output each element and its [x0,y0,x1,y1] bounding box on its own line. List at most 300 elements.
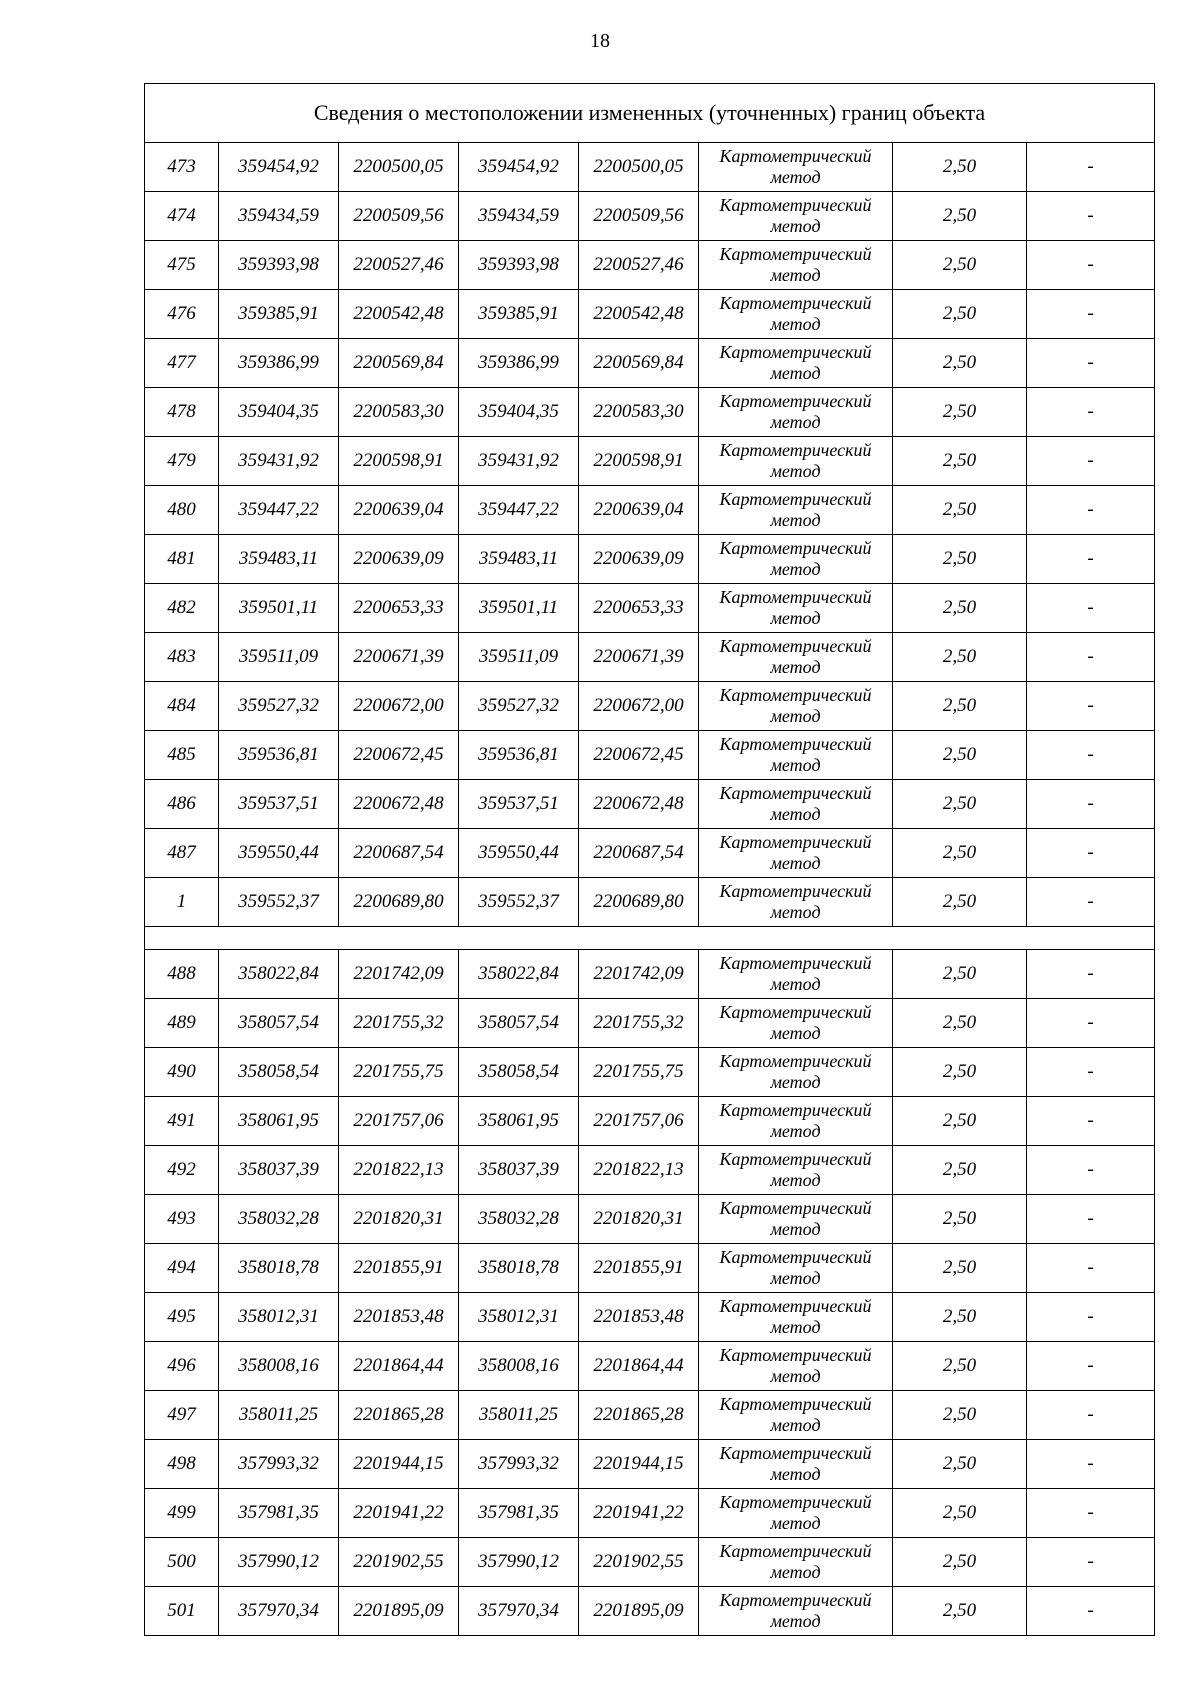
new-y-cell: 2200583,30 [579,388,699,437]
description-cell: - [1027,339,1155,388]
method-cell [699,1097,893,1146]
accuracy-cell: 2,50 [893,950,1027,999]
existing-x-cell: 359483,11 [219,535,339,584]
description-cell: - [1027,1097,1155,1146]
description-cell: - [1027,1391,1155,1440]
existing-x-cell: 359385,91 [219,290,339,339]
point-number-cell: 475 [145,241,219,290]
table-row [145,780,1155,829]
point-number-cell: 481 [145,535,219,584]
point-number-cell: 484 [145,682,219,731]
accuracy-cell: 2,50 [893,682,1027,731]
existing-x-cell: 359511,09 [219,633,339,682]
existing-x-cell: 357981,35 [219,1489,339,1538]
new-y-cell: 2200671,39 [579,633,699,682]
new-y-cell: 2200672,48 [579,780,699,829]
description-cell: - [1027,1342,1155,1391]
new-x-cell: 359536,81 [459,731,579,780]
existing-y-cell: 2200687,54 [339,829,459,878]
method-word: метод [770,706,821,726]
accuracy-cell: 2,50 [893,584,1027,633]
existing-y-cell: 2200542,48 [339,290,459,339]
existing-x-cell: 358011,25 [219,1391,339,1440]
method-word: Картометрический [719,293,872,313]
new-x-cell: 359511,09 [459,633,579,682]
existing-y-cell: 2200689,80 [339,878,459,927]
accuracy-cell: 2,50 [893,437,1027,486]
method-word: Картометрический [719,538,872,558]
new-x-cell: 357990,12 [459,1538,579,1587]
accuracy-cell: 2,50 [893,1440,1027,1489]
method-word: метод [770,412,821,432]
point-number-cell: 482 [145,584,219,633]
existing-x-cell: 359550,44 [219,829,339,878]
point-number-cell: 477 [145,339,219,388]
table-row [145,192,1155,241]
new-y-cell: 2200672,00 [579,682,699,731]
method-word: метод [770,608,821,628]
new-x-cell: 358022,84 [459,950,579,999]
point-number-cell: 485 [145,731,219,780]
accuracy-cell: 2,50 [893,1293,1027,1342]
boundary-coordinates-table [144,83,1155,1636]
description-cell: - [1027,1195,1155,1244]
point-number-cell: 498 [145,1440,219,1489]
method-word: метод [770,804,821,824]
table-row [145,1244,1155,1293]
method-word: Картометрический [719,881,872,901]
description-cell: - [1027,535,1155,584]
method-word: Картометрический [719,244,872,264]
existing-y-cell: 2200500,05 [339,143,459,192]
new-x-cell: 359447,22 [459,486,579,535]
existing-x-cell: 359431,92 [219,437,339,486]
new-y-cell: 2200639,09 [579,535,699,584]
description-cell: - [1027,1538,1155,1587]
method-cell [699,486,893,535]
description-cell: - [1027,633,1155,682]
new-x-cell: 359550,44 [459,829,579,878]
new-x-cell: 359393,98 [459,241,579,290]
method-cell [699,1391,893,1440]
existing-y-cell: 2201742,09 [339,950,459,999]
group-separator-row [145,927,1155,950]
existing-y-cell: 2201895,09 [339,1587,459,1636]
existing-y-cell: 2200672,48 [339,780,459,829]
new-x-cell: 359385,91 [459,290,579,339]
new-x-cell: 358012,31 [459,1293,579,1342]
method-word: метод [770,461,821,481]
new-y-cell: 2200509,56 [579,192,699,241]
new-y-cell: 2201902,55 [579,1538,699,1587]
accuracy-cell: 2,50 [893,633,1027,682]
method-cell [699,1440,893,1489]
table-row [145,1048,1155,1097]
method-word: Картометрический [719,1492,872,1512]
page-number: 18 [590,30,610,52]
description-cell: - [1027,584,1155,633]
new-x-cell: 358061,95 [459,1097,579,1146]
method-word: Картометрический [719,1149,872,1169]
table-row [145,999,1155,1048]
description-cell: - [1027,829,1155,878]
method-word: Картометрический [719,734,872,754]
new-x-cell: 359483,11 [459,535,579,584]
new-y-cell: 2200653,33 [579,584,699,633]
method-word: Картометрический [719,685,872,705]
method-cell [699,388,893,437]
method-word: метод [770,265,821,285]
method-cell [699,1538,893,1587]
method-word: метод [770,1415,821,1435]
table-row [145,1342,1155,1391]
accuracy-cell: 2,50 [893,192,1027,241]
new-y-cell: 2201742,09 [579,950,699,999]
existing-y-cell: 2201865,28 [339,1391,459,1440]
method-cell [699,437,893,486]
description-cell: - [1027,878,1155,927]
existing-y-cell: 2201941,22 [339,1489,459,1538]
table-row [145,1195,1155,1244]
point-number-cell: 494 [145,1244,219,1293]
new-x-cell: 359434,59 [459,192,579,241]
existing-y-cell: 2200671,39 [339,633,459,682]
existing-y-cell: 2201944,15 [339,1440,459,1489]
new-y-cell: 2200687,54 [579,829,699,878]
method-cell [699,339,893,388]
new-y-cell: 2201755,75 [579,1048,699,1097]
method-cell [699,1587,893,1636]
description-cell: - [1027,731,1155,780]
point-number-cell: 476 [145,290,219,339]
accuracy-cell: 2,50 [893,241,1027,290]
new-y-cell: 2200500,05 [579,143,699,192]
point-number-cell: 499 [145,1489,219,1538]
existing-x-cell: 358018,78 [219,1244,339,1293]
method-word: Картометрический [719,636,872,656]
method-word: метод [770,974,821,994]
new-y-cell: 2200527,46 [579,241,699,290]
new-x-cell: 358032,28 [459,1195,579,1244]
table-row [145,950,1155,999]
method-word: метод [770,1121,821,1141]
table-title-row [145,84,1155,143]
method-word: метод [770,657,821,677]
method-word: метод [770,363,821,383]
point-number-cell: 500 [145,1538,219,1587]
existing-y-cell: 2200639,09 [339,535,459,584]
description-cell: - [1027,290,1155,339]
method-cell [699,290,893,339]
new-x-cell: 358011,25 [459,1391,579,1440]
table-row [145,290,1155,339]
method-word: метод [770,216,821,236]
point-number-cell: 483 [145,633,219,682]
table-row [145,535,1155,584]
existing-y-cell: 2201755,32 [339,999,459,1048]
method-cell [699,829,893,878]
new-x-cell: 357981,35 [459,1489,579,1538]
new-y-cell: 2201822,13 [579,1146,699,1195]
method-word: Картометрический [719,1394,872,1414]
method-word: Картометрический [719,587,872,607]
existing-x-cell: 359434,59 [219,192,339,241]
new-x-cell: 359527,32 [459,682,579,731]
point-number-cell: 473 [145,143,219,192]
method-cell [699,633,893,682]
method-word: Картометрический [719,953,872,973]
description-cell: - [1027,143,1155,192]
method-word: метод [770,1170,821,1190]
method-word: Картометрический [719,146,872,166]
new-x-cell: 359404,35 [459,388,579,437]
existing-x-cell: 358037,39 [219,1146,339,1195]
existing-y-cell: 2200598,91 [339,437,459,486]
accuracy-cell: 2,50 [893,388,1027,437]
method-word: Картометрический [719,1002,872,1022]
point-number-cell: 497 [145,1391,219,1440]
existing-x-cell: 358058,54 [219,1048,339,1097]
existing-y-cell: 2200569,84 [339,339,459,388]
new-x-cell: 359431,92 [459,437,579,486]
method-word: метод [770,755,821,775]
method-cell [699,1146,893,1195]
method-cell [699,584,893,633]
existing-y-cell: 2201864,44 [339,1342,459,1391]
existing-y-cell: 2201902,55 [339,1538,459,1587]
description-cell: - [1027,780,1155,829]
method-word: метод [770,1268,821,1288]
table-row [145,388,1155,437]
existing-x-cell: 359393,98 [219,241,339,290]
new-y-cell: 2200639,04 [579,486,699,535]
table-row [145,437,1155,486]
new-x-cell: 358037,39 [459,1146,579,1195]
description-cell: - [1027,486,1155,535]
point-number-cell: 490 [145,1048,219,1097]
new-y-cell: 2201755,32 [579,999,699,1048]
existing-y-cell: 2201853,48 [339,1293,459,1342]
method-cell [699,535,893,584]
method-word: метод [770,1366,821,1386]
point-number-cell: 486 [145,780,219,829]
new-x-cell: 358008,16 [459,1342,579,1391]
method-cell [699,999,893,1048]
existing-y-cell: 2200672,00 [339,682,459,731]
table-row [145,339,1155,388]
existing-x-cell: 357993,32 [219,1440,339,1489]
new-y-cell: 2201895,09 [579,1587,699,1636]
method-cell [699,878,893,927]
table-row [145,633,1155,682]
accuracy-cell: 2,50 [893,1587,1027,1636]
point-number-cell: 495 [145,1293,219,1342]
method-word: метод [770,1464,821,1484]
existing-y-cell: 2201822,13 [339,1146,459,1195]
table-row [145,1587,1155,1636]
accuracy-cell: 2,50 [893,1538,1027,1587]
new-y-cell: 2200598,91 [579,437,699,486]
method-cell [699,780,893,829]
method-cell [699,1489,893,1538]
description-cell: - [1027,437,1155,486]
method-word: Картометрический [719,440,872,460]
method-word: метод [770,1219,821,1239]
method-word: Картометрический [719,832,872,852]
method-word: Картометрический [719,1296,872,1316]
method-word: метод [770,167,821,187]
existing-y-cell: 2201755,75 [339,1048,459,1097]
method-word: Картометрический [719,1443,872,1463]
description-cell: - [1027,1048,1155,1097]
method-word: Картометрический [719,342,872,362]
method-word: метод [770,314,821,334]
method-cell [699,241,893,290]
existing-x-cell: 357990,12 [219,1538,339,1587]
new-x-cell: 359386,99 [459,339,579,388]
method-word: Картометрический [719,489,872,509]
new-x-cell: 359537,51 [459,780,579,829]
method-word: Картометрический [719,195,872,215]
method-cell [699,1048,893,1097]
accuracy-cell: 2,50 [893,143,1027,192]
method-word: Картометрический [719,1345,872,1365]
method-cell [699,1244,893,1293]
description-cell: - [1027,241,1155,290]
accuracy-cell: 2,50 [893,535,1027,584]
new-y-cell: 2201757,06 [579,1097,699,1146]
existing-x-cell: 359537,51 [219,780,339,829]
new-y-cell: 2201865,28 [579,1391,699,1440]
existing-x-cell: 359454,92 [219,143,339,192]
existing-x-cell: 359552,37 [219,878,339,927]
method-word: метод [770,559,821,579]
new-x-cell: 357993,32 [459,1440,579,1489]
point-number-cell: 479 [145,437,219,486]
accuracy-cell: 2,50 [893,1097,1027,1146]
new-y-cell: 2200542,48 [579,290,699,339]
accuracy-cell: 2,50 [893,1342,1027,1391]
new-x-cell: 357970,34 [459,1587,579,1636]
description-cell: - [1027,388,1155,437]
existing-y-cell: 2200672,45 [339,731,459,780]
method-cell [699,1293,893,1342]
table-row [145,1146,1155,1195]
method-word: метод [770,1611,821,1631]
accuracy-cell: 2,50 [893,780,1027,829]
accuracy-cell: 2,50 [893,1195,1027,1244]
point-number-cell: 501 [145,1587,219,1636]
method-word: Картометрический [719,1100,872,1120]
description-cell: - [1027,1489,1155,1538]
point-number-cell: 474 [145,192,219,241]
point-number-cell: 488 [145,950,219,999]
method-word: Картометрический [719,1541,872,1561]
description-cell: - [1027,1440,1155,1489]
method-cell [699,731,893,780]
new-x-cell: 359454,92 [459,143,579,192]
method-word: метод [770,1023,821,1043]
table-row [145,486,1155,535]
table-row [145,682,1155,731]
method-word: Картометрический [719,391,872,411]
method-word: метод [770,1562,821,1582]
method-word: Картометрический [719,1198,872,1218]
accuracy-cell: 2,50 [893,1048,1027,1097]
existing-y-cell: 2200509,56 [339,192,459,241]
existing-y-cell: 2201855,91 [339,1244,459,1293]
point-number-cell: 491 [145,1097,219,1146]
existing-y-cell: 2200653,33 [339,584,459,633]
accuracy-cell: 2,50 [893,1489,1027,1538]
table-row [145,1538,1155,1587]
existing-y-cell: 2200527,46 [339,241,459,290]
table-row [145,1489,1155,1538]
table-row [145,878,1155,927]
description-cell: - [1027,999,1155,1048]
new-y-cell: 2200569,84 [579,339,699,388]
existing-x-cell: 358022,84 [219,950,339,999]
accuracy-cell: 2,50 [893,878,1027,927]
accuracy-cell: 2,50 [893,1244,1027,1293]
existing-y-cell: 2200583,30 [339,388,459,437]
existing-x-cell: 359527,32 [219,682,339,731]
method-cell [699,1195,893,1244]
new-x-cell: 359501,11 [459,584,579,633]
new-y-cell: 2201944,15 [579,1440,699,1489]
existing-x-cell: 357970,34 [219,1587,339,1636]
accuracy-cell: 2,50 [893,290,1027,339]
point-number-cell: 480 [145,486,219,535]
table-row [145,1440,1155,1489]
new-y-cell: 2200672,45 [579,731,699,780]
existing-y-cell: 2201820,31 [339,1195,459,1244]
accuracy-cell: 2,50 [893,999,1027,1048]
point-number-cell: 487 [145,829,219,878]
existing-x-cell: 359386,99 [219,339,339,388]
existing-x-cell: 358061,95 [219,1097,339,1146]
method-cell [699,192,893,241]
table-row [145,731,1155,780]
method-word: Картометрический [719,783,872,803]
table-row [145,829,1155,878]
table-title: Сведения о местоположении измененных (уточненных) границ объекта [145,84,1155,143]
table-row [145,584,1155,633]
new-y-cell: 2201853,48 [579,1293,699,1342]
accuracy-cell: 2,50 [893,486,1027,535]
method-cell [699,1342,893,1391]
new-x-cell: 358057,54 [459,999,579,1048]
new-y-cell: 2201941,22 [579,1489,699,1538]
method-cell [699,143,893,192]
method-word: метод [770,1072,821,1092]
point-number-cell: 496 [145,1342,219,1391]
method-cell [699,950,893,999]
accuracy-cell: 2,50 [893,1146,1027,1195]
existing-x-cell: 358032,28 [219,1195,339,1244]
description-cell: - [1027,950,1155,999]
method-word: метод [770,853,821,873]
existing-x-cell: 358008,16 [219,1342,339,1391]
new-x-cell: 359552,37 [459,878,579,927]
method-word: метод [770,1513,821,1533]
description-cell: - [1027,1587,1155,1636]
description-cell: - [1027,1146,1155,1195]
new-x-cell: 358018,78 [459,1244,579,1293]
new-y-cell: 2201855,91 [579,1244,699,1293]
method-word: Картометрический [719,1247,872,1267]
method-word: Картометрический [719,1051,872,1071]
